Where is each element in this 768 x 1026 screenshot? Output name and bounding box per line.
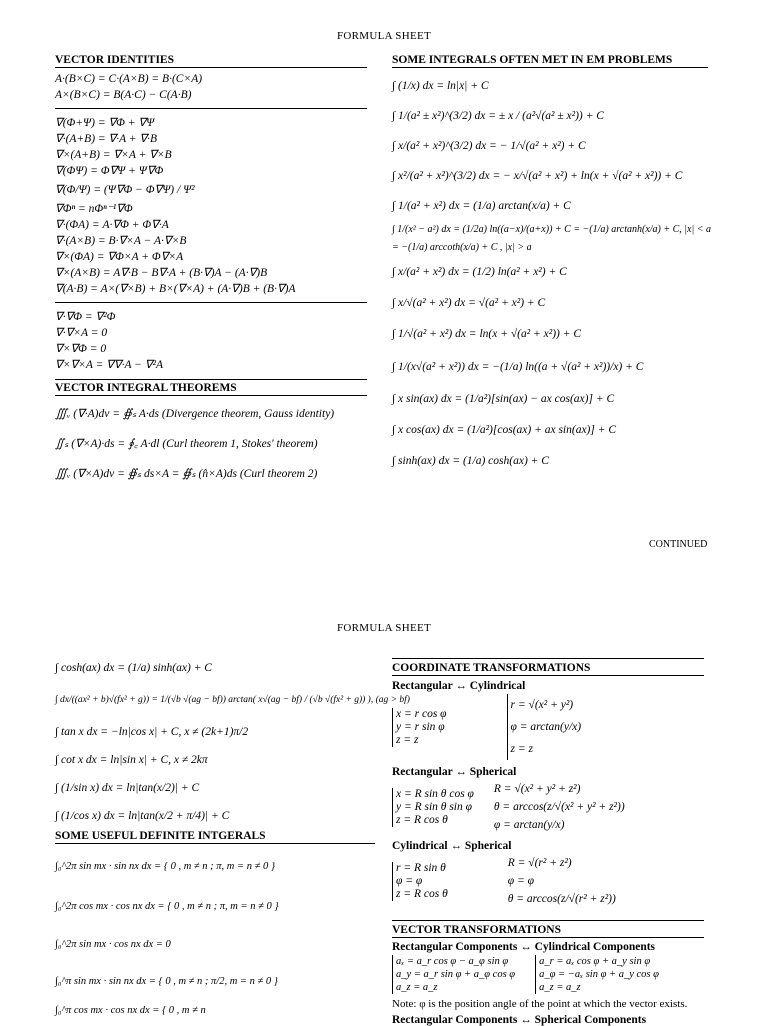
formula: ∫ x/(a² + x²)^(3/2) dx = − 1/√(a² + x²) + C: [392, 140, 586, 152]
coordinate-transformations-heading: COORDINATE TRANSFORMATIONS: [392, 662, 704, 676]
rect-cyl-block: [392, 694, 704, 760]
formula: ∫ (1/x) dx = ln|x| + C: [392, 80, 489, 92]
right-column: [392, 54, 711, 477]
formula: ∫ 1/(x√(a² + x²)) dx = −(1/a) ln((a + √(a² + x²))/x) + C: [392, 361, 644, 373]
equation-group: [507, 694, 582, 760]
formula: φ = arctan(y/x): [493, 819, 565, 831]
formula: ∭ᵥ (∇×A)dv = ∯ₛ ds×A = ∯ₛ (n̂×A)ds (Curl theorem 2): [55, 468, 318, 480]
page-2: [0, 512, 768, 1024]
subheading: Cylindrical ↔ Spherical: [392, 840, 512, 852]
subheading: Rectangular Components ↔ Cylindrical Components: [392, 941, 656, 953]
formula: z = R cos θ: [396, 813, 448, 826]
formula: y = R sin θ sin φ: [396, 800, 472, 813]
formula: a_y = a_r sin φ + a_φ cos φ: [396, 969, 516, 980]
equation-group: [508, 854, 616, 908]
formula: = −(1/a) arccoth(x/a) + C , |x| > a: [392, 242, 532, 253]
divider: [55, 379, 367, 380]
formula: ∇·∇Φ = ∇²Φ: [55, 311, 116, 323]
formula: x = r cos φ: [396, 707, 447, 720]
formula: ∫₀^2π cos mx · cos nx dx = { 0 , m ≠ n ; π, m = n ≠ 0 }: [55, 901, 279, 912]
cyl-sph-block: [392, 854, 704, 908]
formula: ∫₀^2π sin mx · sin nx dx = { 0 , m ≠ n ; π, m = n ≠ 0 }: [55, 861, 276, 872]
equation-group: [392, 708, 447, 747]
formula: ∇×∇×A = ∇∇·A − ∇²A: [55, 359, 163, 371]
definite-integrals-heading: SOME USEFUL DEFINITE INTGERALS: [55, 830, 375, 844]
formula: ∫ x cos(ax) dx = (1/a²)[cos(ax) + ax sin(ax)] + C: [392, 424, 617, 436]
formula: ∇·∇×A = 0: [55, 327, 108, 339]
equation-group: [392, 788, 474, 827]
integrals-heading: SOME INTEGRALS OFTEN MET IN EM PROBLEMS: [392, 54, 708, 68]
formula: ∫ 1/(x² − a²) dx = (1/2a) ln((a−x)/(a+x)) + C = −(1/a) arctanh(x/a) + C, |x| < a: [392, 224, 711, 235]
vector-integral-theorems-heading: VECTOR INTEGRAL THEOREMS: [55, 382, 367, 396]
formula: x = R sin θ cos φ: [396, 787, 474, 800]
formula: ∫ 1/√(a² + x²) dx = ln(x + √(a² + x²)) + C: [392, 328, 582, 340]
formula: ∫ dx/((ax² + b)√(fx² + g)) = 1/(√b √(ag − bf)) arctan( x√(ag − bf) / (√b √(fx² + g)) ), (ag > bf): [55, 695, 410, 705]
equation-group: [392, 862, 448, 901]
formula: z = z: [510, 743, 534, 755]
formula: ∇×(A+B) = ∇×A + ∇×B: [55, 149, 172, 161]
left-column: [55, 54, 367, 489]
formula: ∫ (1/sin x) dx = ln|tan(x/2)| + C: [55, 782, 200, 794]
formula: ∫ tan x dx = −ln|cos x| + C, x ≠ (2k+1)π/2: [55, 726, 249, 738]
formula: θ = arccos(z/√(r² + z²)): [507, 893, 616, 905]
formula: a_z = a_z: [539, 982, 581, 993]
formula: ∫ x/(a² + x²) dx = (1/2) ln(a² + x²) + C: [392, 266, 567, 278]
formula: ∭ᵥ (∇·A)dv = ∯ₛ A·ds (Divergence theorem, Gauss identity): [55, 408, 335, 420]
formula: ∫ cot x dx = ln|sin x| + C, x ≠ 2kπ: [55, 754, 208, 766]
subheading: Rectangular ↔ Spherical: [392, 766, 517, 778]
formula: ∫ 1/(a² + x²) dx = (1/a) arctan(x/a) + C: [392, 200, 571, 212]
rect-cyl-comp-block: [392, 955, 704, 994]
formula: a_φ = −aₓ sin φ + a_y cos φ: [539, 969, 659, 980]
equation-group: [392, 955, 515, 994]
formula: ∫ x²/(a² + x²)^(3/2) dx = − x/√(a² + x²) + ln(x + √(a² + x²)) + C: [392, 170, 683, 182]
divider: [55, 302, 367, 303]
formula: ∇·(ΦA) = A·∇Φ + Φ∇·A: [55, 219, 169, 231]
formula: r = √(x² + y²): [510, 699, 574, 711]
formula: ∫ (1/cos x) dx = ln|tan(x/2 + π/4)| + C: [55, 810, 230, 822]
formula: θ = arccos(z/√(x² + y² + z²)): [493, 801, 625, 813]
vector-transformations-heading: VECTOR TRANSFORMATIONS: [392, 920, 704, 938]
formula: aₓ = a_r cos φ − a_φ sin φ: [396, 956, 509, 967]
formula: ∇×∇Φ = 0: [55, 343, 107, 355]
formula: R = √(r² + z²): [507, 857, 572, 869]
page-title: FORMULA SHEET: [336, 30, 432, 42]
formula: ∫ sinh(ax) dx = (1/a) cosh(ax) + C: [392, 455, 549, 467]
formula: ∇(Φ+Ψ) = ∇Φ + ∇Ψ: [55, 117, 155, 129]
equation-group: [494, 780, 625, 834]
formula: ∫₀^π sin mx · sin nx dx = { 0 , m ≠ n ; π/2, m = n ≠ 0 }: [55, 976, 278, 987]
equation-group: [535, 955, 659, 994]
vector-identities-heading: VECTOR IDENTITIES: [55, 54, 367, 68]
formula: ∇×(A×B) = A∇·B − B∇·A + (B·∇)A − (A·∇)B: [55, 267, 268, 279]
formula: ∇×(ΦA) = ∇Φ×A + Φ∇×A: [55, 251, 184, 263]
formula: ∇(ΦΨ) = Φ∇Ψ + Ψ∇Φ: [55, 165, 164, 177]
formula: A·(B×C) = C·(A×B) = B·(C×A): [55, 73, 203, 85]
formula: ∫ 1/(a² ± x²)^(3/2) dx = ± x / (a²√(a² ± x²)) + C: [392, 110, 604, 122]
formula: a_r = aₓ cos φ + a_y sin φ: [539, 956, 651, 967]
formula: ∇Φⁿ = nΦⁿ⁻¹∇Φ: [55, 203, 133, 215]
formula: A×(B×C) = B(A·C) − C(A·B): [55, 89, 192, 101]
right-column: [392, 658, 704, 1026]
page-title: FORMULA SHEET: [336, 622, 432, 634]
divider: [55, 108, 367, 109]
formula: ∬ₛ (∇×A)·ds = ∮꜀ A·dl (Curl theorem 1, Stokes' theorem): [55, 438, 318, 450]
formula: ∇(A·B) = A×(∇×B) + B×(∇×A) + (A·∇)B + (B·∇)A: [55, 283, 296, 295]
formula: r = R sin θ: [396, 861, 446, 874]
formula: y = r sin φ: [396, 720, 445, 733]
formula: ∫₀^2π sin mx · cos nx dx = 0: [55, 939, 171, 950]
formula: R = √(x² + y² + z²): [493, 783, 581, 795]
formula: ∇(Φ/Ψ) = (Ψ∇Φ − Φ∇Ψ) / Ψ²: [55, 184, 195, 196]
formula: z = R cos θ: [396, 887, 448, 900]
formula: φ = φ: [396, 874, 423, 887]
continued-label: CONTINUED: [649, 539, 708, 550]
rect-sph-block: [392, 780, 704, 834]
formula: ∫ x sin(ax) dx = (1/a²)[sin(ax) − ax cos(ax)] + C: [392, 393, 615, 405]
formula: a_z = a_z: [396, 982, 438, 993]
note-text: Note: φ is the position angle of the point at which the vector exists.: [392, 998, 688, 1010]
formula: φ = arctan(y/x): [510, 721, 582, 733]
formula: ∇·(A×B) = B·∇×A − A·∇×B: [55, 235, 187, 247]
formula: z = z: [396, 733, 419, 746]
formula: ∫₀^π cos mx · cos nx dx = { 0 , m ≠ n: [55, 1005, 206, 1016]
formula: ∫ cosh(ax) dx = (1/a) sinh(ax) + C: [55, 662, 212, 674]
subheading: Rectangular Components ↔ Spherical Components: [392, 1014, 647, 1026]
formula: ∇·(A+B) = ∇·A + ∇·B: [55, 133, 158, 145]
formula: ∫ x/√(a² + x²) dx = √(a² + x²) + C: [392, 297, 546, 309]
subheading: Rectangular ↔ Cylindrical: [392, 680, 526, 692]
formula: φ = φ: [507, 875, 534, 887]
